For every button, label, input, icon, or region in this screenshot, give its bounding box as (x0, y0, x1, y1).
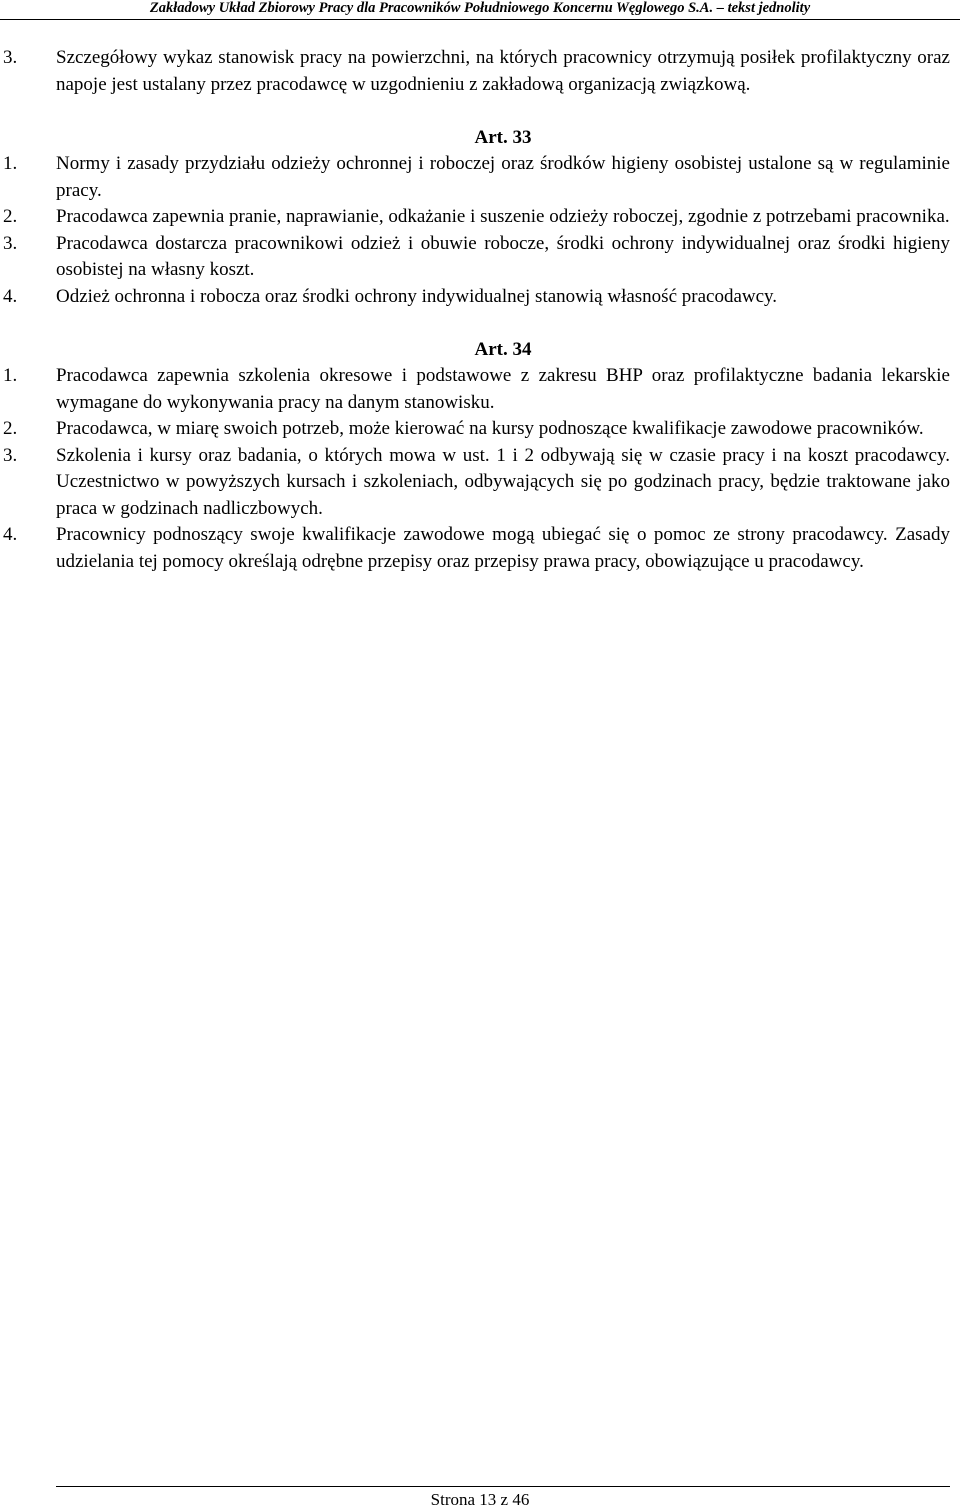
paragraph-text: Pracodawca dostarcza pracownikowi odzież i obuwie robocze, środki ochrony indywidualnej oraz środki higieny osobistej na własny koszt. (56, 232, 950, 280)
paragraph (0, 522, 950, 575)
article (0, 125, 950, 311)
paragraph (0, 231, 950, 284)
paragraph-number: 4. (3, 524, 18, 545)
paragraph-text: Szkolenia i kursy oraz badania, o których mowa w ust. 1 i 2 odbywają się w czasie pracy i na koszt pracodawcy. Uczestnictwo w powyższych kursach i szkoleniach, odbywających się po godzinach pracy, będzie traktowane jako praca w godzinach nadliczbowych. (56, 444, 950, 519)
paragraph (0, 204, 950, 231)
footer-divider (56, 1486, 950, 1487)
paragraph-text: Pracodawca zapewnia szkolenia okresowe i podstawowe z zakresu BHP oraz profilaktyczne badania lekarskie wymagane do wykonywania pracy na danym stanowisku. (56, 365, 950, 413)
article-title: Art. 33 (474, 126, 532, 148)
paragraph-text: Pracodawca zapewnia pranie, naprawianie, odkażanie i suszenie odzieży roboczej, zgodnie z potrzebami pracownika. (56, 206, 950, 227)
paragraph-number: 3. (3, 47, 18, 68)
paragraph-number: 2. (3, 206, 18, 227)
paragraph (0, 443, 950, 523)
paragraph-number: 2. (3, 418, 18, 439)
header-title: Zakładowy Układ Zbiorowy Pracy dla Pracowników Południowego Koncernu Węglowego S.A. – tekst jednolity (149, 0, 811, 16)
paragraph (0, 151, 950, 204)
paragraph (0, 284, 950, 311)
paragraph-number: 3. (3, 232, 18, 254)
paragraph (0, 363, 950, 416)
document-header (0, 0, 960, 28)
paragraph-text: Odzież ochronna i robocza oraz środki ochrony indywidualnej stanowią własność pracodawcy. (56, 285, 778, 307)
article-title: Art. 34 (474, 338, 532, 360)
paragraph (0, 45, 950, 98)
paragraph (0, 416, 950, 443)
paragraph-text: Szczegółowy wykaz stanowisk pracy na powierzchni, na których pracownicy otrzymują posiłek profilaktyczny oraz napoje jest ustalany przez pracodawcę w uzgodnieniu z zakładową organizacją związkową. (56, 47, 950, 95)
document-body (0, 45, 950, 575)
paragraph-number: 1. (3, 153, 18, 174)
paragraph-number: 3. (3, 444, 18, 466)
page-footer (0, 1490, 960, 1510)
article (0, 337, 950, 576)
paragraph-text: Pracodawca, w miarę swoich potrzeb, może kierować na kursy podnoszące kwalifikacje zawodowe pracowników. (56, 418, 924, 439)
paragraph-text: Normy i zasady przydziału odzieży ochronnej i roboczej oraz środków higieny osobistej ustalone są w regulaminie pracy. (56, 153, 950, 201)
paragraph-number: 4. (3, 285, 18, 307)
paragraph-number: 1. (3, 365, 18, 386)
header-divider (0, 19, 960, 20)
page-number: Strona 13 z 46 (430, 1490, 530, 1509)
paragraph-text: Pracownicy podnoszący swoje kwalifikacje zawodowe mogą ubiegać się o pomoc ze strony pracodawcy. Zasady udzielania tej pomocy określają odrębne przepisy oraz przepisy prawa pracy, obowiązujące u pracodawcy. (56, 524, 950, 572)
